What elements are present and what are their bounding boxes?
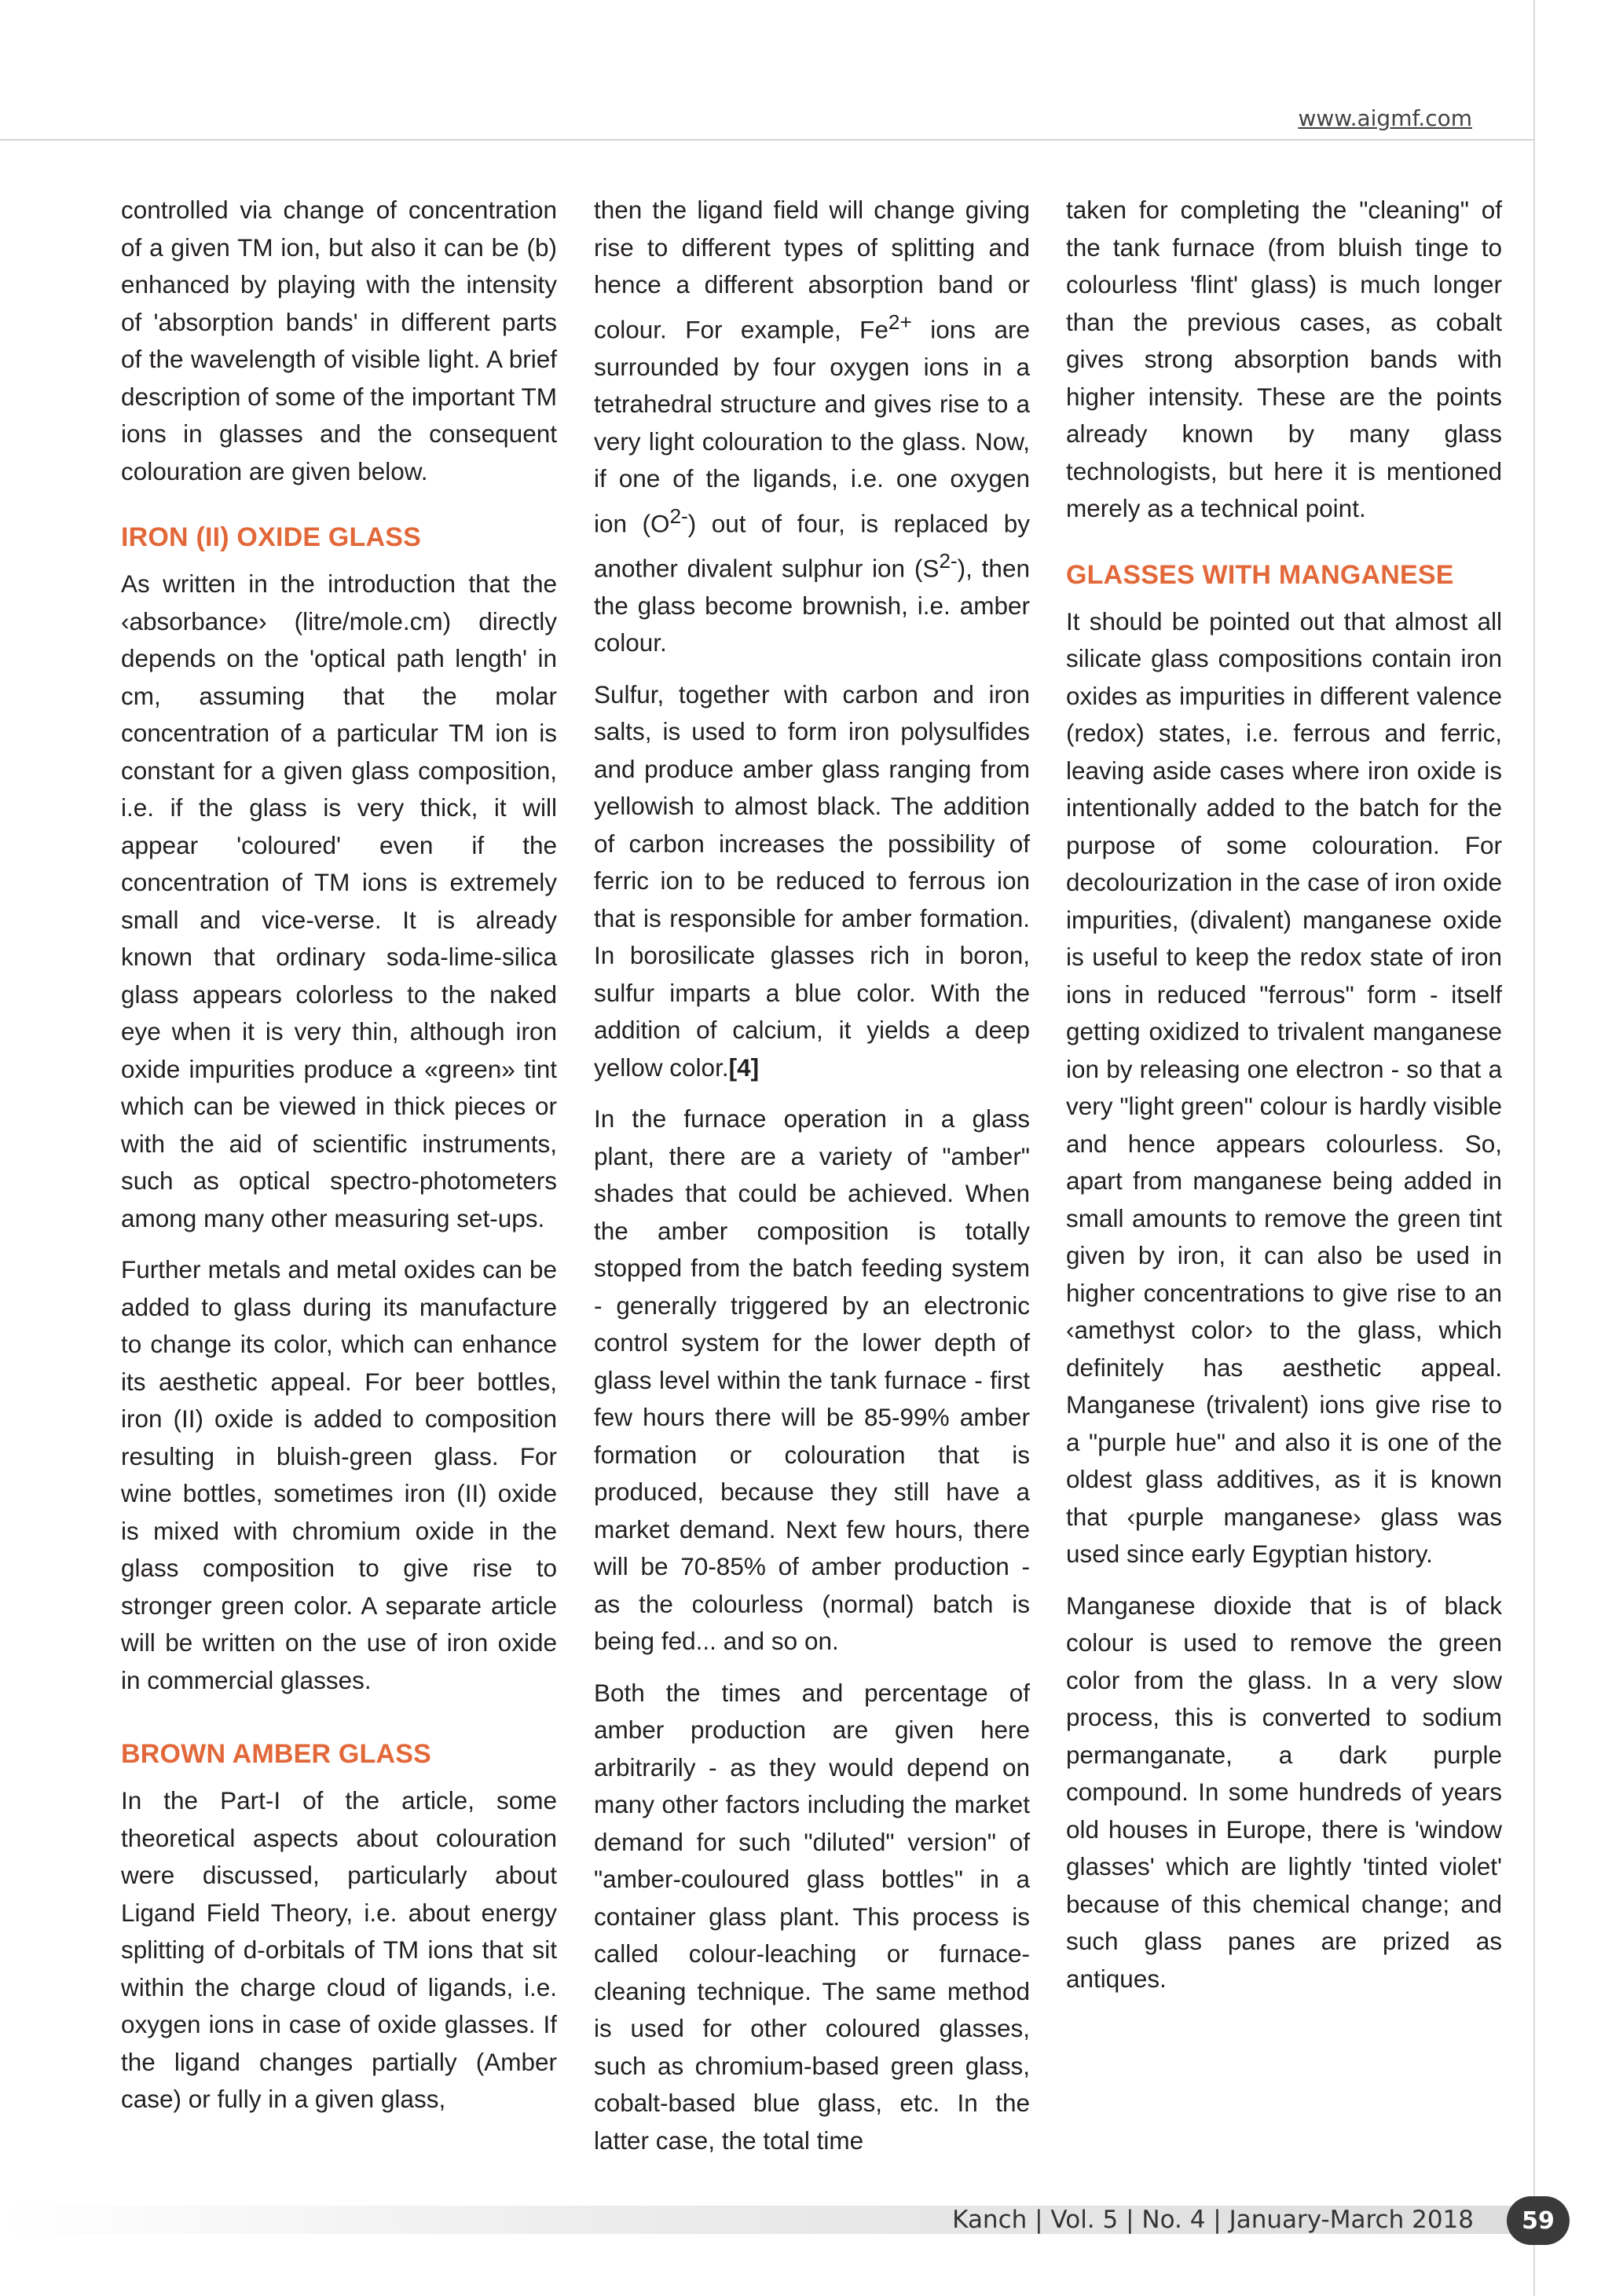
- journal-citation: Kanch | Vol. 5 | No. 4 | January-March 2018: [952, 2206, 1474, 2234]
- paragraph: As written in the introduction that the ‹absorbance› (litre/mole.cm) directly depends on the 'optical path length' in cm, assuming that the molar concentration of a particular TM ion is constant for a given glass composition, i.e. if the glass is very thick, it will appear 'coloured' even if the concentration of TM ions is extremely small and vice-verse. It is already known that ordinary soda-lime-silica glass appears colorless to the naked eye when it is very thin, although iron oxide impurities produce a «green» tint which can be viewed in thick pieces or with the aid of scientific instruments, such as optical spectro-photometers among many other measuring set-ups.: [121, 569, 557, 1232]
- paragraph: [594, 676, 1030, 1087]
- paragraph: Both the times and percentage of amber production are given here arbitrarily - as they would depend on many other factors including the market demand for such "diluted" version" of "amber-couloured glass bottles" in a container glass plant. This process is called colour-leaching or furnace-cleaning technique. The same method is used for other coloured glasses, such as chromium-based green glass, cobalt-based blue glass, etc. In the latter case, the total time: [594, 1678, 1030, 2155]
- paragraph: taken for completing the "cleaning" of the tank furnace (from bluish tinge to colourless 'flint' glass) is much longer than the previous cases, as cobalt gives strong absorption bands with higher intensity. These are the points already known by many glass technologists, but here it is mentioned merely as a technical point.: [1066, 196, 1502, 522]
- superscript: 2-: [669, 504, 688, 528]
- paragraph: Further metals and metal oxides can be added to glass during its manufacture to change its color, which can enhance its aesthetic appeal. For beer bottles, iron (II) oxide is added to composition resulting in bluish-green glass. For wine bottles, sometimes iron (II) oxide is mixed with chromium oxide in the glass composition to give rise to stronger green color. A separate article will be written on the use of iron oxide in commercial glasses.: [121, 1255, 557, 1694]
- section-heading-manganese: GLASSES WITH MANGANESE: [1066, 559, 1454, 590]
- column-2: [594, 192, 1030, 2173]
- section-heading-iron-oxide: IRON (II) OXIDE GLASS: [121, 522, 422, 552]
- paragraph: It should be pointed out that almost all silicate glass compositions contain iron oxides as impurities in different valence (redox) states, i.e. ferrous and ferric, leaving aside cases where iron oxide is intentionally added to the batch for the purpose of some colouration. For decolourization in the case of iron oxide impurities, (divalent) manganese oxide is useful to keep the redox state of iron ions in reduced "ferrous" form - itself getting oxidized to trivalent manganese ion by releasing one electron - so that a very "light green" colour is hardly visible and hence appears colourless. So, apart from manganese being added in small amounts to remove the green tint given by iron, it can also be used in higher concentrations to give rise to an ‹amethyst color› to the glass, which definitely has aesthetic appeal. Manganese (trivalent) ions give rise to a "purple hue" and also it is one of the oldest glass additives, as it is known that ‹purple manganese› glass was used since early Egyptian history.: [1066, 606, 1502, 1568]
- column-1: [121, 192, 557, 2133]
- paragraph: Manganese dioxide that is of black colour is used to remove the green color from the glass. In a very slow process, this is converted to sodium permanganate, a dark purple compound. In some hundreds of years old houses in Europe, there is 'window glasses' which are lightly 'tinted violet' because of this chemical change; and such glass panes are prized as antiques.: [1066, 1591, 1502, 1993]
- text-run: ) out of four, is replaced by another divalent sulphur ion (S: [594, 509, 1031, 582]
- superscript: 2-: [939, 548, 958, 573]
- text-run: ions are surrounded by four oxygen ions in a tetrahedral structure and gives rise to a very light colouration to the glass. Now, if one of the ligands, i.e. one oxygen ion (O: [594, 315, 1030, 537]
- paragraph: In the Part-I of the article, some theoretical aspects about colouration were discussed, particularly about Ligand Field Theory, i.e. about energy splitting of d-orbitals of TM ions that sit within the charge cloud of ligands, i.e. oxygen ions in case of oxide glasses. If the ligand changes partially (Amber case) or fully in a given glass,: [121, 1786, 557, 2113]
- column-3: [1066, 192, 1502, 2012]
- text-run: then the ligand field will change giving rise to different types of splitting and hence a different absorption band or colour. For example, Fe: [594, 196, 1030, 343]
- paragraph: In the furnace operation in a glass plant, there are a variety of "amber" shades that could be achieved. When the amber composition is totally stopped from the batch feeding system - generally triggered by an electronic control system for the lower depth of glass level within the tank furnace - first few hours there will be 85-99% amber formation or colouration that is produced, because they still have a market demand. Next few hours, there will be 70-85% of amber production - as the colourless (normal) batch is being fed... and so on.: [594, 1104, 1030, 1655]
- paragraph: [594, 192, 1030, 662]
- site-url[interactable]: www.aigmf.com: [1298, 105, 1472, 131]
- paragraph: controlled via change of concentration of a given TM ion, but also it can be (b) enhanced by playing with the intensity of 'absorption bands' in different parts of the wavelength of visible light. A brief description of some of the important TM ions in glasses and the consequent colouration are given below.: [121, 196, 557, 485]
- header-rule: [0, 139, 1535, 141]
- page-edge-rule: [1533, 0, 1535, 2296]
- page-number-badge: 59: [1507, 2196, 1570, 2245]
- text-run: ), then the glass become brownish, i.e. amber colour.: [594, 554, 1030, 657]
- reference-link[interactable]: [4]: [728, 1053, 760, 1082]
- text-run: Sulfur, together with carbon and iron salts, is used to form iron polysulfides and produce amber glass ranging from yellowish to almost black. The addition of carbon increases the possibility of ferric ion to be reduced to ferrous ion that is responsible for amber formation. In borosilicate glasses rich in boron, sulfur imparts a blue color. With the addition of calcium, it yields a deep yellow color.: [594, 679, 1030, 1082]
- superscript: 2+: [888, 309, 912, 334]
- section-heading-brown-amber: BROWN AMBER GLASS: [121, 1739, 432, 1769]
